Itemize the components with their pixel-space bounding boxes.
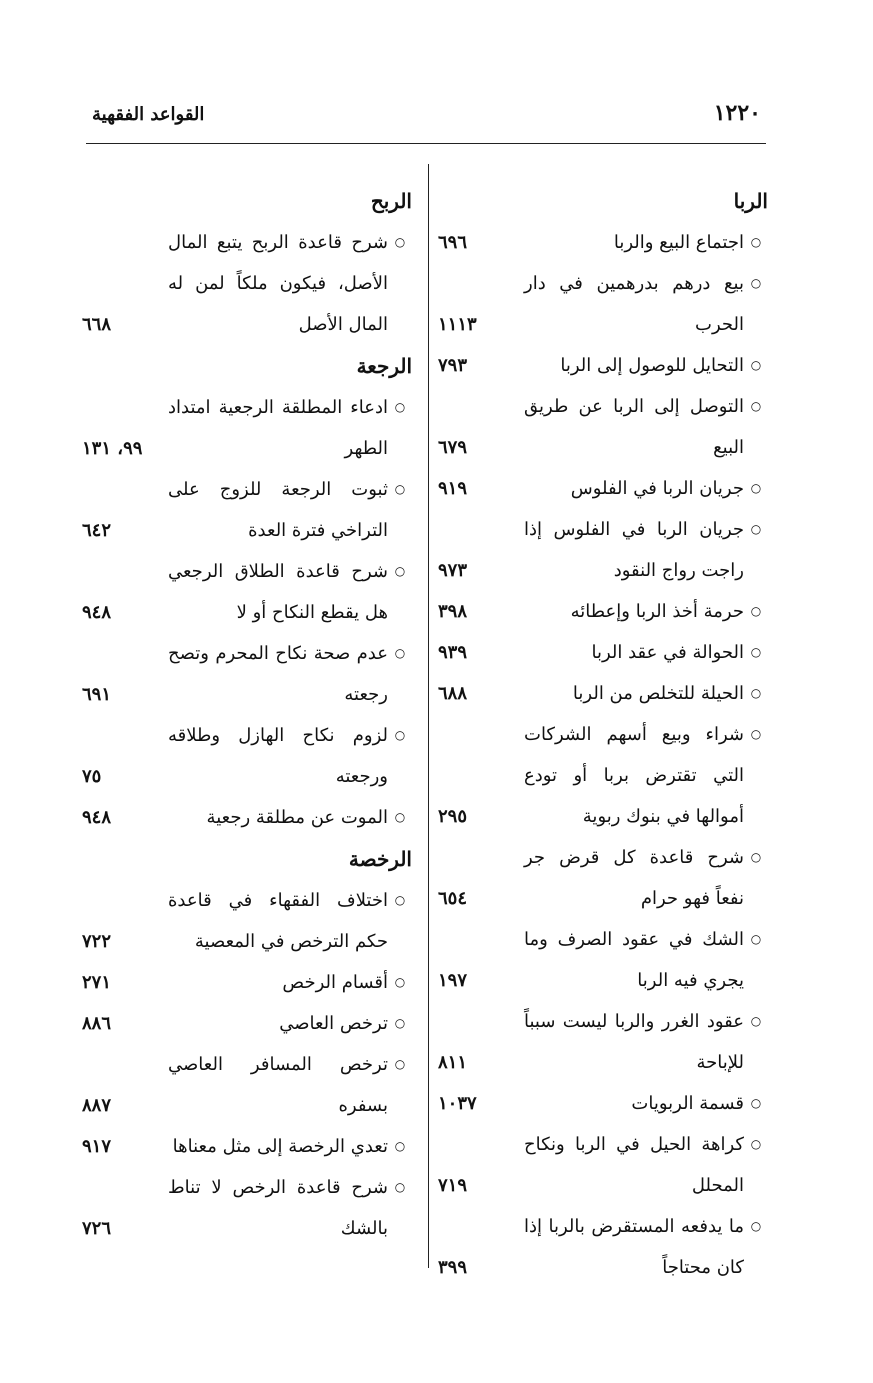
index-entry (82, 469, 412, 551)
entry-page-number: ٣٩٨ (438, 601, 468, 622)
entry-text: عقود الغرر والربا ليست سبباً للإباحة (524, 1011, 744, 1073)
entry-text: التحايل للوصول إلى الربا (560, 355, 744, 376)
entry-text: الموت عن مطلقة رجعية (206, 807, 388, 828)
index-entry (438, 1001, 768, 1083)
entry-page-number: ٢٧١ (82, 972, 112, 993)
entry-text: شرح قاعدة كل قرض جر نفعاً فهو حرام (524, 847, 744, 909)
index-entry (438, 1124, 768, 1206)
index-column-right (438, 180, 768, 1288)
entry-text: تعدي الرخصة إلى مثل معناها (172, 1136, 388, 1157)
entry-page-number: ١٠٣٧ (438, 1093, 477, 1114)
bullet-circle-icon: ○ (750, 1137, 762, 1151)
column-divider (428, 164, 429, 1268)
index-entry (438, 222, 768, 263)
index-entry (438, 632, 768, 673)
entry-text: اجتماع البيع والربا (613, 232, 744, 253)
bullet-circle-icon: ○ (750, 604, 762, 618)
bullet-circle-icon: ○ (750, 727, 762, 741)
index-entry (438, 345, 768, 386)
index-entry (438, 468, 768, 509)
entry-text: شرح قاعدة الطلاق الرجعي هل يقطع النكاح أو لا (168, 561, 388, 623)
entry-page-number: ٧١٩ (438, 1175, 468, 1196)
index-entry (82, 715, 412, 797)
entry-page-number: ٩٣٩ (438, 642, 468, 663)
index-entry (82, 962, 412, 1003)
bullet-circle-icon: ○ (394, 975, 406, 989)
entry-page-number: ٨١١ (438, 1052, 468, 1073)
index-entry (438, 673, 768, 714)
bullet-circle-icon: ○ (394, 1139, 406, 1153)
index-entry (82, 1126, 412, 1167)
entry-page-number: ٧٩٣ (438, 355, 468, 376)
bullet-circle-icon: ○ (750, 932, 762, 946)
section-heading: الربا (733, 189, 768, 213)
header-divider (86, 143, 766, 144)
bullet-circle-icon: ○ (750, 686, 762, 700)
entry-text: ما يدفعه المستقرض بالربا إذا كان محتاجاً (524, 1216, 744, 1278)
bullet-circle-icon: ○ (750, 358, 762, 372)
entry-page-number: ٦٧٩ (438, 437, 468, 458)
entry-page-number: ١١١٣ (438, 314, 477, 335)
bullet-circle-icon: ○ (750, 1219, 762, 1233)
bullet-circle-icon: ○ (750, 481, 762, 495)
index-entry (82, 222, 412, 345)
entry-text: كراهة الحيل في الربا ونكاح المحلل (524, 1134, 744, 1196)
entry-page-number: ٦٩١ (82, 684, 112, 705)
entry-text: ترخص العاصي (279, 1013, 388, 1034)
bullet-circle-icon: ○ (394, 810, 406, 824)
entry-text: قسمة الربويات (631, 1093, 744, 1114)
entry-page-number: ٦٤٢ (82, 520, 112, 541)
entry-text: عدم صحة نكاح المحرم وتصح رجعته (168, 643, 388, 705)
entry-text: جريان الربا في الفلوس إذا راجت رواج النقود (524, 519, 744, 581)
section-heading: الربح (370, 189, 412, 213)
entry-text: ثبوت الرجعة للزوج على التراخي فترة العدة (168, 479, 388, 541)
entry-text: أقسام الرخص (282, 972, 388, 993)
bullet-circle-icon: ○ (750, 522, 762, 536)
index-entry (82, 387, 412, 469)
entry-text: حرمة أخذ الربا وإعطائه (570, 601, 744, 622)
bullet-circle-icon: ○ (394, 728, 406, 742)
bullet-circle-icon: ○ (750, 235, 762, 249)
bullet-circle-icon: ○ (394, 400, 406, 414)
entry-text: شرح قاعدة الربح يتبع المال الأصل، فيكون ملكاً لمن له المال الأصل (168, 232, 388, 335)
entry-page-number: ٩١٩ (438, 478, 468, 499)
index-entry (438, 386, 768, 468)
bullet-circle-icon: ○ (750, 399, 762, 413)
bullet-circle-icon: ○ (394, 646, 406, 660)
index-entry (438, 714, 768, 837)
index-entry (438, 919, 768, 1001)
entry-page-number: ١٩٧ (438, 970, 468, 991)
entry-text: جريان الربا في الفلوس (570, 478, 744, 499)
entry-page-number: ٧٥ (82, 766, 102, 787)
entry-text: لزوم نكاح الهازل وطلاقه ورجعته (168, 725, 388, 787)
entry-page-number: ٧٢٢ (82, 931, 112, 952)
bullet-circle-icon: ○ (394, 1057, 406, 1071)
index-entry (82, 551, 412, 633)
bullet-circle-icon: ○ (750, 850, 762, 864)
index-entry (82, 633, 412, 715)
entry-page-number: ٩٧٣ (438, 560, 468, 581)
entry-text: بيع درهم بدرهمين في دار الحرب (524, 273, 744, 335)
bullet-circle-icon: ○ (750, 645, 762, 659)
index-entry (82, 1003, 412, 1044)
entry-text: الشك في عقود الصرف وما يجري فيه الربا (524, 929, 744, 991)
entry-text: ترخص المسافر العاصي بسفره (168, 1054, 388, 1116)
entry-page-number: ٢٩٥ (438, 806, 468, 827)
bullet-circle-icon: ○ (394, 1180, 406, 1194)
entry-text: التوصل إلى الربا عن طريق البيع (524, 396, 744, 458)
entry-page-number: ٩١٧ (82, 1136, 112, 1157)
entry-text: شراء وبيع أسهم الشركات التي تقترض بربا أو تودع أموالها في بنوك ربوية (524, 724, 744, 827)
entry-text: الحوالة في عقد الربا (591, 642, 744, 663)
entry-page-number: ٩٤٨ (82, 602, 112, 623)
bullet-circle-icon: ○ (394, 564, 406, 578)
entry-text: شرح قاعدة الرخص لا تناط بالشك (168, 1177, 388, 1239)
index-entry (82, 1167, 412, 1249)
index-entry (438, 263, 768, 345)
entry-page-number: ٦٨٨ (438, 683, 468, 704)
index-entry (438, 509, 768, 591)
entry-page-number: ٨٨٦ (82, 1013, 112, 1034)
entry-page-number: ٦٩٦ (438, 232, 468, 253)
bullet-circle-icon: ○ (394, 1016, 406, 1030)
index-entry (82, 880, 412, 962)
entry-page-number: ٦٥٤ (438, 888, 468, 909)
index-entry (438, 1206, 768, 1288)
entry-text: ادعاء المطلقة الرجعية امتداد الطهر (168, 397, 388, 459)
entry-text: الحيلة للتخلص من الربا (572, 683, 744, 704)
index-entry (438, 1083, 768, 1124)
index-column-left (82, 180, 412, 1249)
index-entry (438, 591, 768, 632)
entry-page-number: ٦٦٨ (82, 314, 112, 335)
book-title: القواعد الفقهية (92, 104, 205, 125)
entry-page-number: ٣٩٩ (438, 1257, 468, 1278)
bullet-circle-icon: ○ (394, 893, 406, 907)
entry-page-number: ٨٨٧ (82, 1095, 112, 1116)
index-entry (82, 1044, 412, 1126)
bullet-circle-icon: ○ (394, 482, 406, 496)
bullet-circle-icon: ○ (750, 1014, 762, 1028)
entry-text: اختلاف الفقهاء في قاعدة حكم الترخص في المعصية (168, 890, 388, 952)
section-heading: الرخصة (348, 847, 412, 871)
entry-page-number: ٩٩، ١٣١ (82, 438, 143, 459)
page-number: ١٢٢٠ (713, 100, 761, 126)
entry-page-number: ٧٢٦ (82, 1218, 112, 1239)
section-heading: الرجعة (356, 354, 412, 378)
bullet-circle-icon: ○ (394, 235, 406, 249)
bullet-circle-icon: ○ (750, 1096, 762, 1110)
bullet-circle-icon: ○ (750, 276, 762, 290)
index-entry (438, 837, 768, 919)
index-entry (82, 797, 412, 838)
entry-page-number: ٩٤٨ (82, 807, 112, 828)
